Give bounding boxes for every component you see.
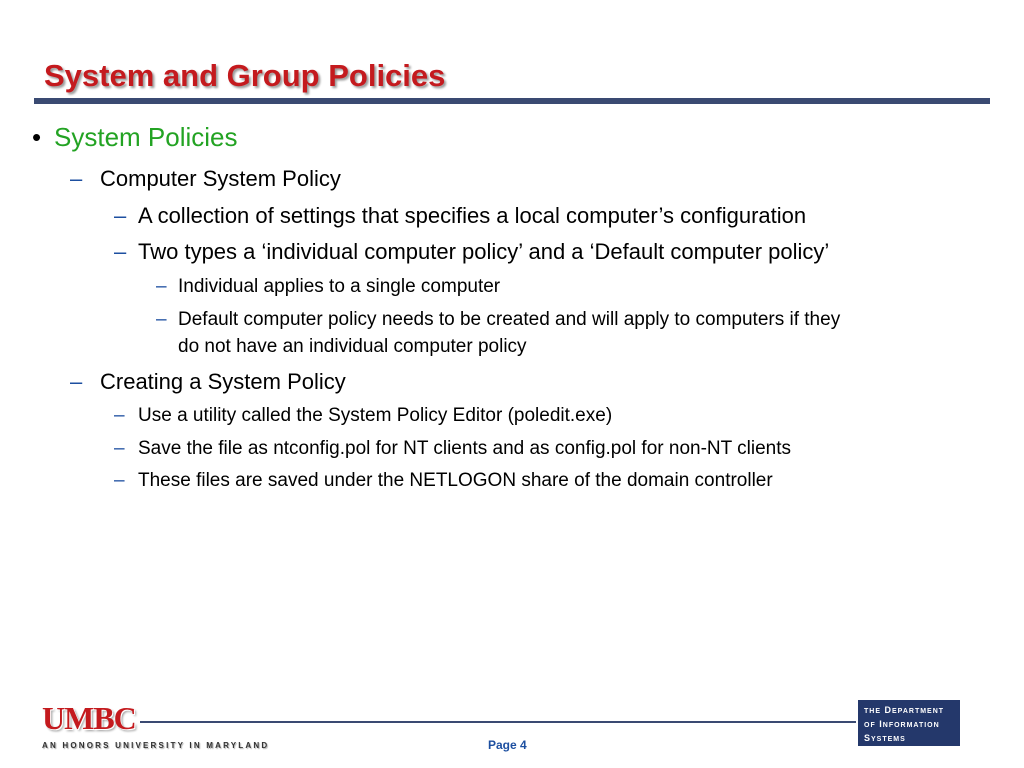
dash-marker: – xyxy=(114,438,125,459)
dash-marker: – xyxy=(114,405,125,426)
page-number: Page 4 xyxy=(488,738,527,752)
list-item-text: Save the file as ntconfig.pol for NT clients and as config.pol for non-NT clients xyxy=(138,438,792,459)
bullet-marker: • xyxy=(32,122,42,152)
dash-marker: – xyxy=(156,309,167,330)
sub-bullet-text: Creating a System Policy xyxy=(100,369,346,394)
dept-logo-line-2: OF INFORMATION xyxy=(864,719,940,729)
list-item-continuation: do not have an individual computer policy xyxy=(178,336,527,357)
dash-marker: – xyxy=(70,369,83,394)
dash-marker: – xyxy=(114,470,125,491)
footer-divider xyxy=(140,721,856,723)
department-logo xyxy=(858,700,960,746)
dash-marker: – xyxy=(114,239,127,264)
sub-bullet-text: Computer System Policy xyxy=(100,166,341,191)
title-divider xyxy=(34,98,990,104)
list-item-text: These files are saved under the NETLOGON share of the domain controller xyxy=(138,470,773,491)
list-item-text: A collection of settings that specifies a local computer’s configuration xyxy=(138,203,807,228)
umbc-logo: UMBC xyxy=(42,700,136,736)
dash-marker: – xyxy=(156,276,167,297)
list-item-text: Default computer policy needs to be created and will apply to computers if they xyxy=(178,309,841,330)
dash-marker: – xyxy=(114,203,127,228)
dept-logo-line-1: THE DEPARTMENT xyxy=(864,705,945,715)
dept-logo-line-3: SYSTEMS xyxy=(864,733,906,743)
dash-marker: – xyxy=(70,166,83,191)
slide-title: System and Group Policies xyxy=(44,58,446,93)
list-item-text: Two types a ‘individual computer policy’ and a ‘Default computer policy’ xyxy=(138,239,830,264)
bullet-text: System Policies xyxy=(54,122,238,152)
umbc-tagline: AN HONORS UNIVERSITY IN MARYLAND xyxy=(42,741,270,750)
list-item-text: Individual applies to a single computer xyxy=(178,276,501,297)
list-item-text: Use a utility called the System Policy Editor (poledit.exe) xyxy=(138,405,613,426)
